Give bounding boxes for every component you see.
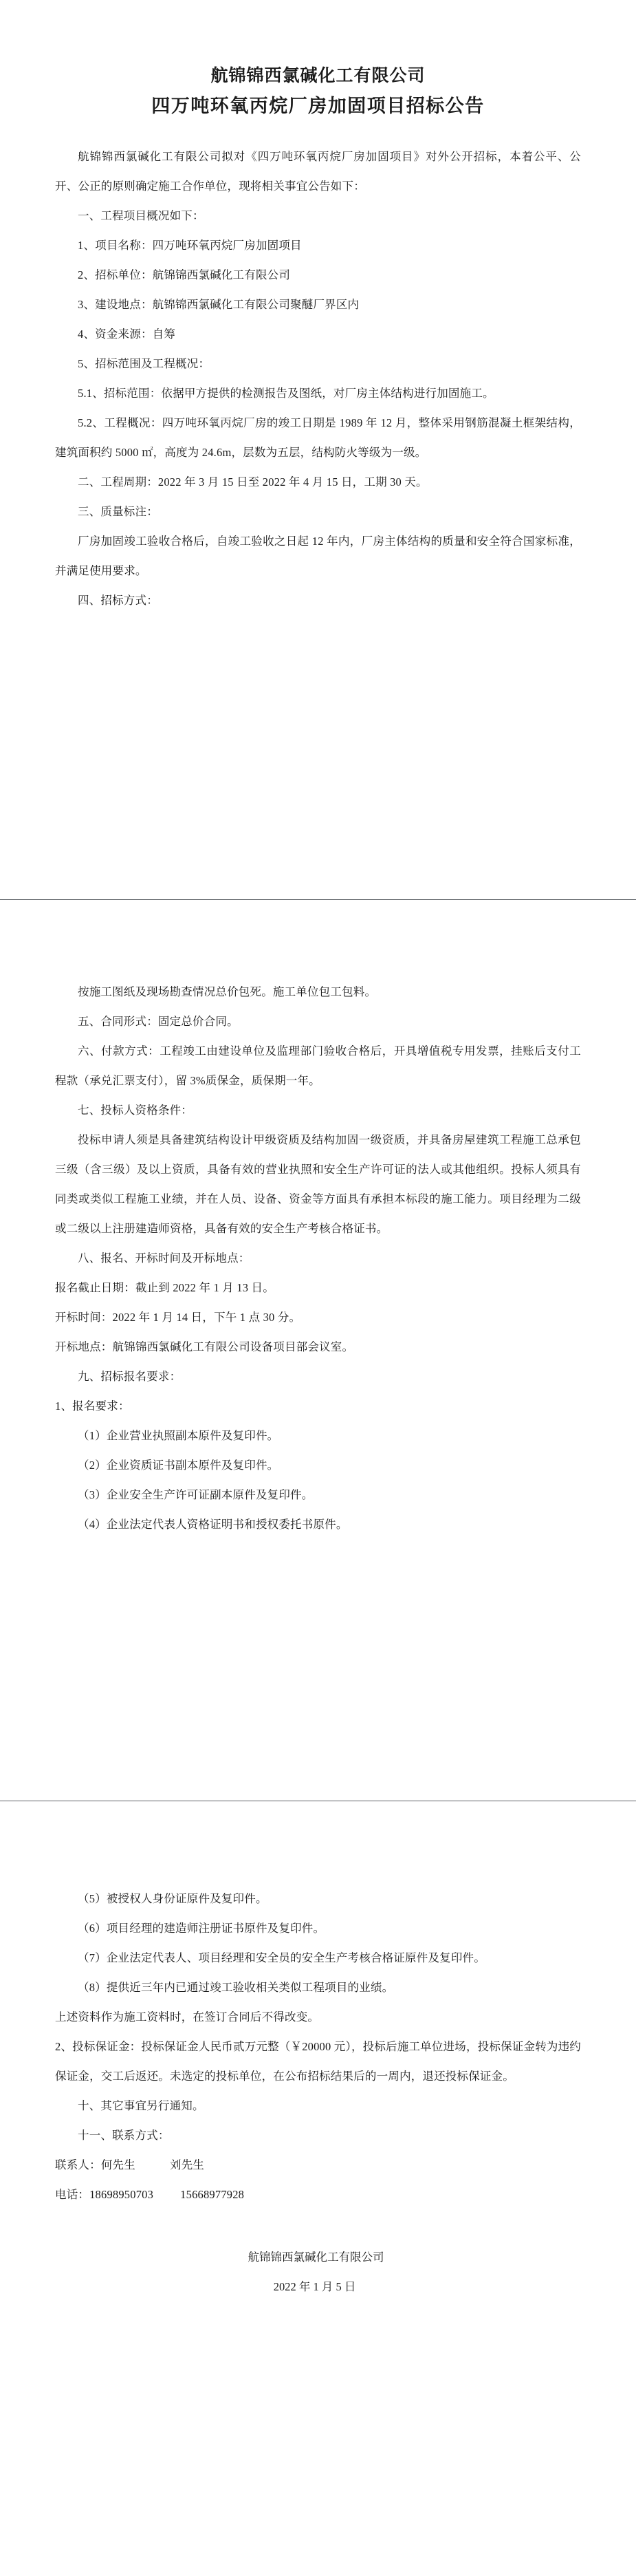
- section-11-heading: 十一、联系方式：: [78, 2129, 170, 2142]
- project-item-location: 3、建设地点：航锦锦西氯碱化工有限公司聚醚厂界区内: [78, 298, 360, 311]
- contact-person-1: 何先生: [100, 2158, 135, 2171]
- contact-phone-2: 15668977928: [180, 2188, 245, 2201]
- contact-phone-label: 电话：: [55, 2188, 90, 2201]
- title-line-1: 航锦锦西氯碱化工有限公司: [210, 66, 426, 85]
- phone-spacer-1: [153, 2188, 180, 2201]
- contact-phone-row: [55, 2180, 581, 2209]
- section-7-heading: 七、投标人资格条件：: [78, 1104, 193, 1117]
- project-item-name: 1、项目名称：四万吨环氧丙烷厂房加固项目: [78, 239, 302, 252]
- project-item-scope-detail: 5.1、招标范围：依据甲方提供的检测报告及图纸，对厂房主体结构进行加固施工。: [78, 387, 494, 400]
- project-item-tender-unit: 2、招标单位：航锦锦西氯碱化工有限公司: [78, 268, 291, 281]
- title-spacer: [55, 121, 581, 142]
- section-9-heading: 九、招标报名要求：: [78, 1370, 182, 1383]
- project-item-scope-heading: 5、招标范围及工程概况：: [78, 357, 210, 370]
- section-3-body: 厂房加固竣工验收合格后，自竣工验收之日起 12 年内，厂房主体结构的质量和安全符合国家标准，并满足使用要求。: [55, 535, 581, 577]
- document-page-1: [0, 0, 636, 899]
- bid-opening-time: 开标时间：2022 年 1 月 14 日，下午 1 点 30 分。: [55, 1311, 301, 1324]
- requirement-item-7: （7）企业法定代表人、项目经理和安全员的安全生产考核合格证原件及复印件。: [78, 1951, 485, 1964]
- requirement-item-2: （2）企业资质证书副本原件及复印件。: [78, 1459, 279, 1472]
- bid-opening-place: 开标地点：航锦锦西氯碱化工有限公司设备项目部会议室。: [55, 1340, 354, 1353]
- registration-deadline: 报名截止日期：截止到 2022 年 1 月 13 日。: [55, 1281, 274, 1294]
- section-3-heading: 三、质量标注：: [78, 505, 158, 518]
- section-4-body: 按施工图纸及现场勘查情况总价包死。施工单位包工包料。: [78, 985, 377, 998]
- requirement-item-5: （5）被授权人身份证原件及复印件。: [78, 1892, 267, 1905]
- section-5-contract-form: 五、合同形式：固定总价合同。: [78, 1015, 239, 1028]
- requirement-item-6: （6）项目经理的建造师注册证书原件及复印件。: [78, 1922, 325, 1935]
- requirement-item-3: （3）企业安全生产许可证副本原件及复印件。: [78, 1488, 314, 1501]
- requirement-note: 上述资料作为施工资料时，在签订合同后不得改变。: [55, 2010, 320, 2024]
- section-2-duration: 二、工程周期：2022 年 3 月 15 日至 2022 年 4 月 15 日，工期 30 天。: [78, 475, 428, 489]
- registration-requirements-heading: 1、报名要求：: [55, 1399, 130, 1413]
- document-page-2: [0, 900, 636, 1801]
- requirement-item-4: （4）企业法定代表人资格证明书和授权委托书原件。: [78, 1518, 348, 1531]
- signature-date: 2022 年 1 月 5 日: [273, 2280, 356, 2293]
- project-item-funding: 4、资金来源：自筹: [78, 328, 176, 341]
- section-7-body: 投标申请人须是具备建筑结构设计甲级资质及结构加固一级资质，并具备房屋建筑工程施工总承包三级（含三级）及以上资质，具备有效的营业执照和安全生产许可证的法人或其他组织。投标人须具有同类或类似工程施工业绩，并在人员、设备、资金等方面具有承担本标段的施工能力。项目经理为二级或二级以上注册建造师资格，具备有效的安全生产考核合格证书。: [55, 1133, 581, 1235]
- contact-phone-1: 18698950703: [89, 2188, 154, 2201]
- section-6-payment: 六、付款方式：工程竣工由建设单位及监理部门验收合格后，开具增值税专用发票，挂账后支付工程款（承兑汇票支付），留 3%质保金，质保期一年。: [55, 1044, 581, 1087]
- signature-block: [55, 2242, 581, 2301]
- bid-bond-clause: 2、投标保证金：投标保证金人民币贰万元整（￥20000 元），投标后施工单位进场，投标保证金转为违约保证金，交工后返还。未选定的投标单位，在公布招标结果后的一周内，退还投标保证金。: [55, 2040, 581, 2083]
- section-1-heading: 一、工程项目概况如下：: [78, 209, 204, 222]
- document-page-3: [0, 1801, 636, 2576]
- signature-company: 航锦锦西氯碱化工有限公司: [248, 2251, 384, 2264]
- section-4-heading: 四、招标方式：: [78, 594, 158, 607]
- project-item-overview-detail: 5.2、工程概况：四万吨环氧丙烷厂房的竣工日期是 1989 年 12 月，整体采用钢筋混凝土框架结构，建筑面积约 5000 ㎡，高度为 24.6m，层数为五层，结构防火等级为一级。: [55, 416, 581, 459]
- contact-person-label: 联系人：: [55, 2158, 101, 2171]
- requirement-item-1: （1）企业营业执照副本原件及复印件。: [78, 1429, 279, 1442]
- intro-paragraph: 航锦锦西氯碱化工有限公司拟对《四万吨环氧丙烷厂房加固项目》对外公开招标，本着公平、公开、公正的原则确定施工合作单位，现将相关事宜公告如下：: [55, 150, 581, 193]
- title-line-2: 四万吨环氧丙烷厂房加固项目招标公告: [151, 96, 485, 116]
- requirement-item-8: （8）提供近三年内已通过竣工验收相关类似工程项目的业绩。: [78, 1981, 394, 1994]
- contact-spacer-1: [135, 2158, 170, 2171]
- contact-person-row: [55, 2150, 581, 2180]
- section-8-heading: 八、报名、开标时间及开标地点：: [78, 1252, 250, 1265]
- page-title: [55, 61, 581, 121]
- contact-person-2: 刘先生: [170, 2158, 205, 2171]
- section-10-other: 十、其它事宜另行通知。: [78, 2099, 204, 2112]
